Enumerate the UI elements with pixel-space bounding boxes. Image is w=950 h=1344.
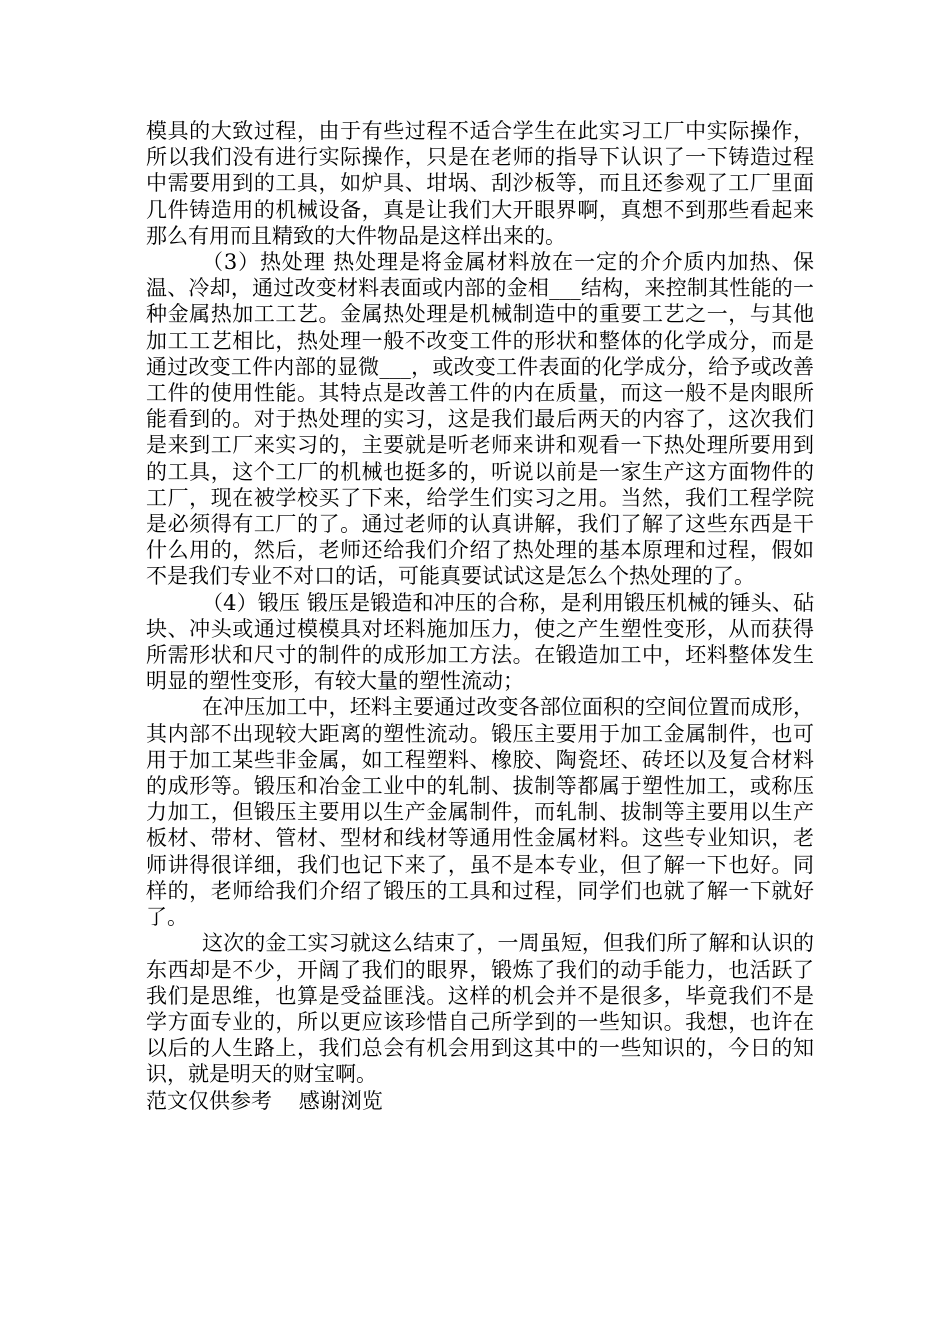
document-body [146,118,814,1114]
footer-note: 范文仅供参考 感谢浏览 [146,1088,383,1113]
paragraph-forging: （4）锻压 锻压是锻造和冲压的合称，是利用锻压机械的锤头、砧块、冲头或通过模模具对坯料施加压力，使之产生塑性变形，从而获得所需形状和尺寸的制件的成形加工方法。在锻造加工中，坯料整体发生明显的塑性变形，有较大量的塑性流动； [146,590,814,694]
paragraph-stamping: 在冲压加工中，坯料主要通过改变各部位面积的空间位置而成形，其内部不出现较大距离的塑性流动。锻压主要用于加工金属制件，也可用于加工某些非金属，如工程塑料、橡胶、陶瓷坯、砖坯以及复合材料的成形等。锻压和冶金工业中的轧制、拔制等都属于塑性加工，或称压力加工，但锻压主要用以生产金属制件，而轧制、拔制等主要用以生产板材、带材、管材、型材和线材等通用性金属材料。这些专业知识，老师讲得很详细，我们也记下来了，虽不是本专业，但了解一下也好。同样的，老师给我们介绍了锻压的工具和过程，同学们也就了解一下就好了。 [146,695,814,930]
paragraph-casting-conclusion: 模具的大致过程，由于有些过程不适合学生在此实习工厂中实际操作，所以我们没有进行实际操作，只是在老师的指导下认识了一下铸造过程中需要用到的工具，如炉具、坩埚、刮沙板等，而且还参观了工厂里面几件铸造用的机械设备，真是让我们大开眼界啊，真想不到那些看起来那么有用而且精致的大件物品是这样出来的。 [146,119,814,248]
paragraph-heat-treatment: （3）热处理 热处理是将金属材料放在一定的介介质内加热、保温、冷却，通过改变材料表面或内部的金相___结构，来控制其性能的一种金属热加工工艺。金属热处理是机械制造中的重要工艺之一，与其他加工工艺相比，热处理一般不改变工件的形状和整体的化学成分，而是通过改变工件内部的显微___，或改变工件表面的化学成分，给予或改善工件的使用性能。其特点是改善工件的内在质量，而这一般不是肉眼所能看到的。对于热处理的实习，这是我们最后两天的内容了，这次我们是来到工厂来实习的，主要就是听老师来讲和观看一下热处理所要用到的工具，这个工厂的机械也挺多的，听说以前是一家生产这方面物件的工厂，现在被学校买了下来，给学生们实习之用。当然，我们工程学院是必须得有工厂的了。通过老师的认真讲解，我们了解了这些东西是干什么用的，然后，老师还给我们介绍了热处理的基本原理和过程，假如不是我们专业不对口的话，可能真要试试这是怎么个热处理的了。 [146,250,814,589]
paragraph-summary: 这次的金工实习就这么结束了，一周虽短，但我们所了解和认识的东西却是不少，开阔了我们的眼界，锻炼了我们的动手能力，也活跃了我们是思维，也算是受益匪浅。这样的机会并不是很多，毕竟我们不是学方面专业的，所以更应该珍惜自己所学到的一些知识。我想，也许在以后的人生路上，我们总会有机会用到这其中的一些知识的，今日的知识，就是明天的财宝啊。 [146,931,814,1087]
